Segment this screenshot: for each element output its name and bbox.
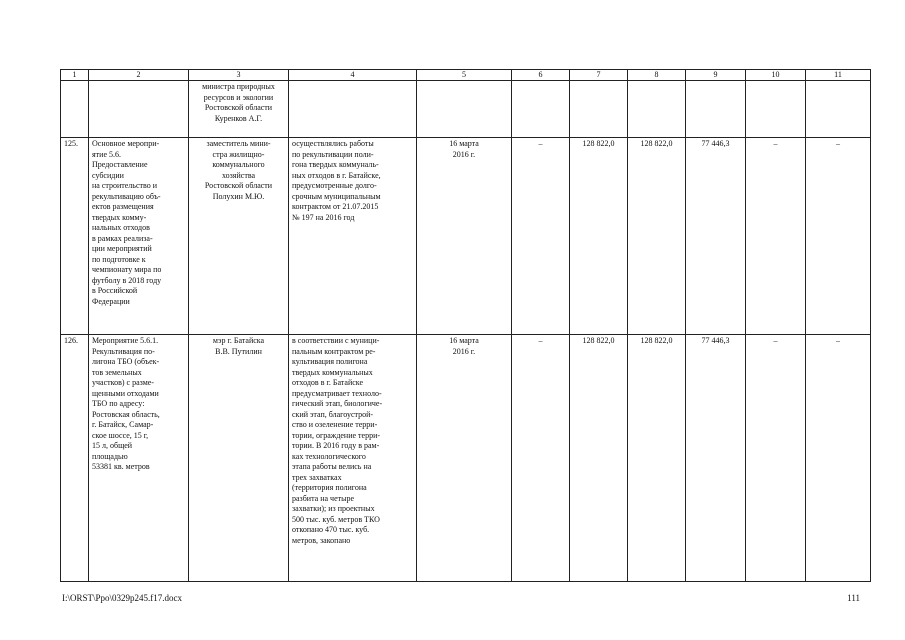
value-cell: – [806, 138, 871, 335]
column-number: 9 [686, 70, 746, 81]
row-number: 126. [61, 335, 89, 582]
value-cell: – [512, 335, 570, 582]
result-description-cell: в соответствии с муници- пальным контрактом ре- культивация полигона твердых коммунальных отходов в г. Батайске предусматривает техноло- гический этап, биологиче- ский этап, благоустрой- ство и озеленение терри- тории, ограждение терри- тории. В 2016 году в рам- ках технологического этапа работы велись на трех захватках (территория полигона разбита на четыре захватки); из проектных 500 тыс. куб. метров ТКО откопано 470 тыс. куб. метров, закопано [289, 335, 417, 582]
column-number: 8 [628, 70, 686, 81]
date-cell: 16 марта 2016 г. [417, 138, 512, 335]
column-number: 4 [289, 70, 417, 81]
responsible-person-cell: мэр г. Батайска В.В. Путилин [189, 335, 289, 582]
value-cell: 128 822,0 [570, 138, 628, 335]
column-number: 1 [61, 70, 89, 81]
value-cell: – [746, 138, 806, 335]
date-cell: 16 марта 2016 г. [417, 335, 512, 582]
column-number: 7 [570, 70, 628, 81]
column-number: 5 [417, 70, 512, 81]
column-number: 3 [189, 70, 289, 81]
column-number-row [61, 70, 871, 81]
value-cell: 128 822,0 [628, 335, 686, 582]
value-cell: – [512, 138, 570, 335]
file-path: I:\ORST\Ppo\0329p245.f17.docx [62, 593, 183, 603]
value-cell: 77 446,3 [686, 335, 746, 582]
result-description-cell: осуществлялись работы по рекультивации поли- гона твердых коммуналь- ных отходов в г. Батайске, предусмотренные долго- срочным муниципальным контрактом от 21.07.2015 № 197 на 2016 год [289, 138, 417, 335]
activity-name-cell: Основное меропри- ятие 5.6. Предоставление субсидии на строительство и рекультивацию объ- ектов размещения твердых комму- нальных отходов в рамках реализа- ции мероприятий по подготовке к чемпионату мира по футболу в 2018 году в Российской Федерации [89, 138, 189, 335]
value-cell: 77 446,3 [686, 138, 746, 335]
column-number: 6 [512, 70, 570, 81]
responsible-person-cell: министра природных ресурсов и экологии Ростовской области Куренков А.Г. [189, 81, 289, 138]
table-row [61, 138, 871, 335]
column-number: 11 [806, 70, 871, 81]
table-row [61, 335, 871, 582]
column-number: 10 [746, 70, 806, 81]
column-number: 2 [89, 70, 189, 81]
responsible-person-cell: заместитель мини- стра жилищно- коммунального хозяйства Ростовской области Полухин М.Ю. [189, 138, 289, 335]
row-number: 125. [61, 138, 89, 335]
activity-name-cell: Мероприятие 5.6.1. Рекультивация по- лигона ТБО (объек- тов земельных участков) с разме- щенными отходами ТБО по адресу: Ростовская область, г. Батайск, Самар- ское шоссе, 15 г, 15 л, общей площадью 53381 кв. метров [89, 335, 189, 582]
report-table [60, 69, 871, 582]
value-cell: 128 822,0 [570, 335, 628, 582]
value-cell: 128 822,0 [628, 138, 686, 335]
value-cell: – [746, 335, 806, 582]
page-number: 111 [847, 593, 860, 603]
continuation-row [61, 81, 871, 138]
value-cell: – [806, 335, 871, 582]
